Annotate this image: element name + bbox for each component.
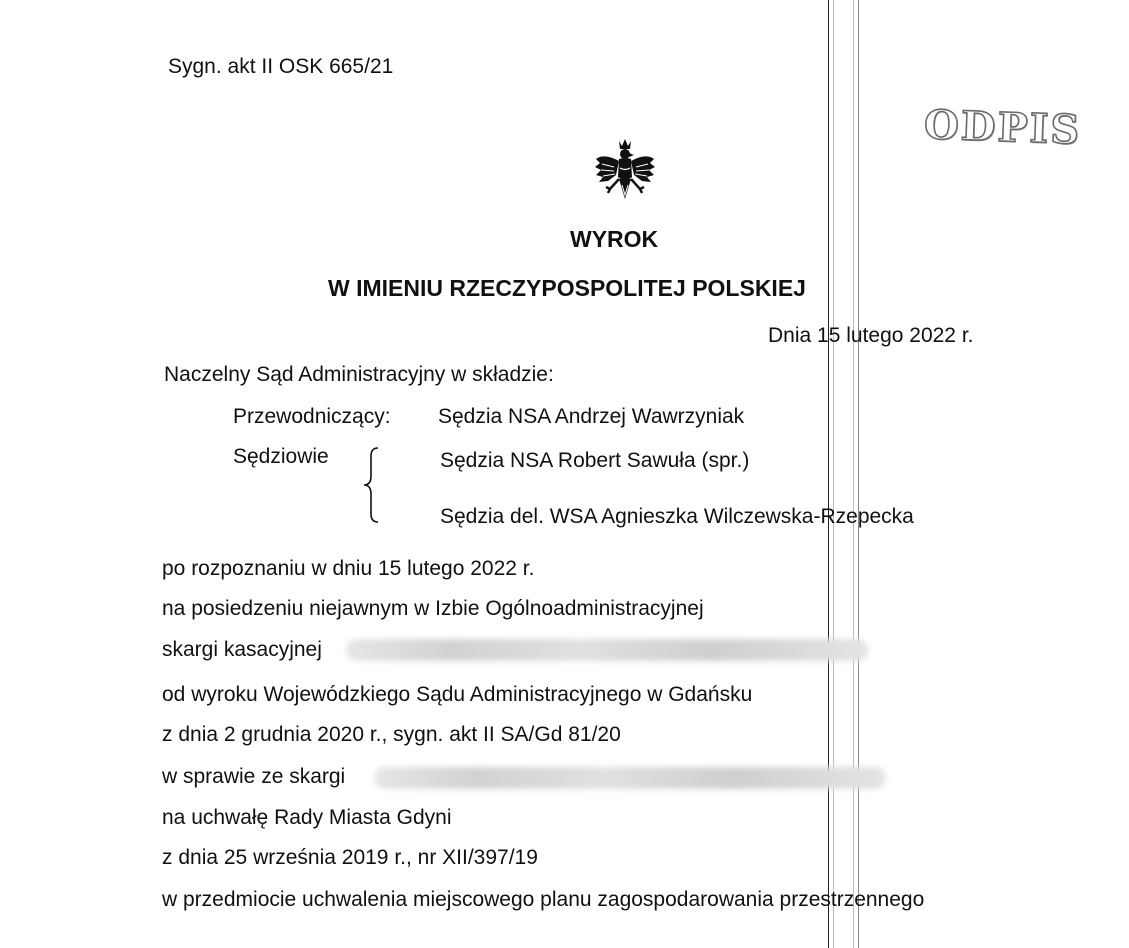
scan-artifact-line xyxy=(853,0,854,948)
judge-1: Sędzia NSA Robert Sawuła (spr.) xyxy=(440,449,750,472)
polish-eagle-icon xyxy=(592,137,658,209)
copy-stamp: ODPIS xyxy=(923,101,1082,154)
body-line-2: na posiedzeniu niejawnym w Izbie Ogólnoadministracyjnej xyxy=(162,597,704,620)
scan-artifact-line xyxy=(858,0,859,948)
body-line-8: z dnia 25 września 2019 r., nr XII/397/19 xyxy=(162,846,538,869)
curly-brace-icon xyxy=(362,446,382,524)
body-line-9: w przedmiocie uchwalenia miejscowego planu zagospodarowania przestrzennego xyxy=(162,888,925,911)
body-line-5: z dnia 2 grudnia 2020 r., sygn. akt II SA/Gd 81/20 xyxy=(162,723,621,746)
body-line-3: skargi kasacyjnej xyxy=(162,638,322,661)
case-signature: Sygn. akt II OSK 665/21 xyxy=(168,55,394,78)
body-line-7: na uchwałę Rady Miasta Gdyni xyxy=(162,806,452,829)
body-line-1: po rozpoznaniu w dniu 15 lutego 2022 r. xyxy=(162,557,535,580)
body-line-4: od wyroku Wojewódzkiego Sądu Administracyjnego w Gdańsku xyxy=(162,683,753,706)
scan-artifact-line xyxy=(828,0,829,948)
judgment-subtitle: W IMIENIU RZECZYPOSPOLITEJ POLSKIEJ xyxy=(328,275,806,301)
chair-label: Przewodniczący: xyxy=(233,405,391,428)
judgment-title: WYROK xyxy=(570,226,659,252)
scan-artifact-line xyxy=(833,0,834,948)
body-line-6: w sprawie ze skargi xyxy=(162,765,346,788)
judgment-date: Dnia 15 lutego 2022 r. xyxy=(768,324,974,347)
chair-name: Sędzia NSA Andrzej Wawrzyniak xyxy=(438,405,745,428)
redacted-parties xyxy=(346,639,868,661)
judge-2: Sędzia del. WSA Agnieszka Wilczewska-Rzepecka xyxy=(440,505,914,528)
judges-label: Sędziowie xyxy=(233,445,329,468)
court-intro: Naczelny Sąd Administracyjny w składzie: xyxy=(164,363,554,386)
redacted-parties xyxy=(374,767,886,789)
